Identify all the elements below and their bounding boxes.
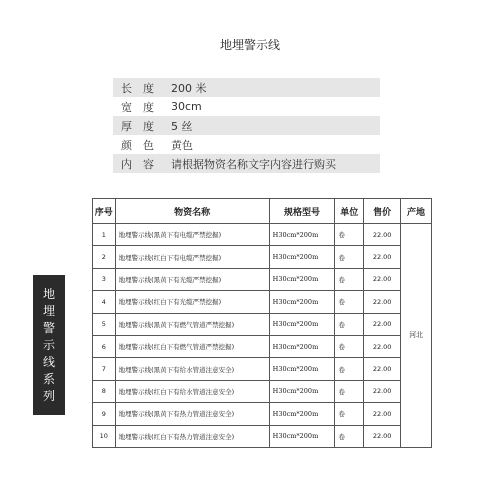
cell-no: 9 (93, 403, 116, 425)
cell-price: 22.00 (364, 403, 401, 425)
cell-price: 22.00 (364, 246, 401, 268)
cell-no: 2 (93, 246, 116, 268)
spec-value: 5 丝 (171, 119, 193, 133)
spec-label: 宽 度 (121, 100, 154, 114)
spec-value: 黄色 (171, 138, 193, 152)
cell-no: 5 (93, 313, 116, 335)
cell-spec: H30cm*200m (269, 358, 335, 380)
cell-no: 6 (93, 335, 116, 357)
cell-unit: 卷 (335, 425, 364, 447)
cell-no: 10 (93, 425, 116, 447)
cell-name: 地埋警示线(黑黄下有给水管道注意安全) (115, 358, 269, 380)
cell-name: 地埋警示线(黑黄下有热力管道注意安全) (115, 403, 269, 425)
cell-price: 22.00 (364, 291, 401, 313)
spec-row-width (113, 97, 380, 116)
spec-label: 长 度 (121, 81, 154, 95)
cell-name: 地埋警示线(黑黄下有电缆严禁挖掘) (115, 224, 269, 246)
table-row (93, 224, 432, 246)
cell-spec: H30cm*200m (269, 313, 335, 335)
cell-spec: H30cm*200m (269, 268, 335, 290)
cell-unit: 卷 (335, 291, 364, 313)
cell-no: 4 (93, 291, 116, 313)
table-row (93, 380, 432, 402)
spec-label: 厚 度 (121, 119, 154, 133)
spec-list (113, 78, 380, 173)
table-row (93, 246, 432, 268)
side-label-char: 系 (42, 371, 55, 386)
header-name: 物资名称 (115, 199, 269, 224)
cell-unit: 卷 (335, 358, 364, 380)
table-row (93, 425, 432, 447)
cell-name: 地埋警示线(红白下有给水管道注意安全) (115, 380, 269, 402)
side-label-char: 警 (42, 320, 55, 335)
cell-unit: 卷 (335, 335, 364, 357)
cell-price: 22.00 (364, 358, 401, 380)
cell-unit: 卷 (335, 380, 364, 402)
cell-price: 22.00 (364, 335, 401, 357)
cell-name: 地埋警示线(红白下有电缆严禁挖掘) (115, 246, 269, 268)
table-row (93, 403, 432, 425)
goods-table (92, 198, 432, 448)
cell-spec: H30cm*200m (269, 380, 335, 402)
cell-no: 3 (93, 268, 116, 290)
cell-price: 22.00 (364, 268, 401, 290)
page-title: 地埋警示线 (219, 38, 280, 52)
spec-value: 30cm (171, 100, 202, 113)
cell-spec: H30cm*200m (269, 335, 335, 357)
cell-spec: H30cm*200m (269, 291, 335, 313)
table-header-row (93, 199, 432, 224)
spec-value: 200 米 (171, 81, 207, 95)
header-no: 序号 (93, 199, 116, 224)
series-side-label (33, 275, 65, 415)
cell-no: 1 (93, 224, 116, 246)
cell-name: 地埋警示线(黑黄下有光缆严禁挖掘) (115, 268, 269, 290)
header-unit: 单位 (335, 199, 364, 224)
cell-name: 地埋警示线(红白下有光缆严禁挖掘) (115, 291, 269, 313)
cell-unit: 卷 (335, 268, 364, 290)
table-row (93, 291, 432, 313)
cell-unit: 卷 (335, 224, 364, 246)
side-label-char: 列 (42, 388, 55, 403)
cell-no: 7 (93, 358, 116, 380)
cell-name: 地埋警示线(黑黄下有燃气管道严禁挖掘) (115, 313, 269, 335)
header-origin: 产地 (401, 199, 432, 224)
table-row (93, 335, 432, 357)
header-price: 售价 (364, 199, 401, 224)
spec-label: 内 容 (121, 157, 154, 171)
cell-name: 地埋警示线(红白下有燃气管道严禁挖掘) (115, 335, 269, 357)
cell-price: 22.00 (364, 224, 401, 246)
side-label-char: 埋 (42, 303, 55, 318)
cell-spec: H30cm*200m (269, 224, 335, 246)
spec-row-content (113, 154, 380, 173)
cell-name: 地埋警示线(红白下有热力管道注意安全) (115, 425, 269, 447)
spec-row-thickness (113, 116, 380, 135)
cell-price: 22.00 (364, 380, 401, 402)
table-row (93, 358, 432, 380)
side-label-char: 线 (42, 354, 55, 369)
cell-no: 8 (93, 380, 116, 402)
cell-price: 22.00 (364, 425, 401, 447)
cell-spec: H30cm*200m (269, 425, 335, 447)
cell-origin: 河北 (401, 224, 432, 448)
side-label-char: 地 (42, 286, 55, 301)
spec-row-length (113, 78, 380, 97)
cell-unit: 卷 (335, 313, 364, 335)
table-row (93, 268, 432, 290)
spec-row-color (113, 135, 380, 154)
cell-price: 22.00 (364, 313, 401, 335)
cell-unit: 卷 (335, 403, 364, 425)
cell-unit: 卷 (335, 246, 364, 268)
cell-spec: H30cm*200m (269, 403, 335, 425)
header-spec: 规格型号 (269, 199, 335, 224)
spec-label: 颜 色 (121, 138, 154, 152)
cell-spec: H30cm*200m (269, 246, 335, 268)
table-row (93, 313, 432, 335)
spec-value: 请根据物资名称文字内容进行购买 (171, 157, 336, 171)
side-label-char: 示 (42, 337, 55, 352)
